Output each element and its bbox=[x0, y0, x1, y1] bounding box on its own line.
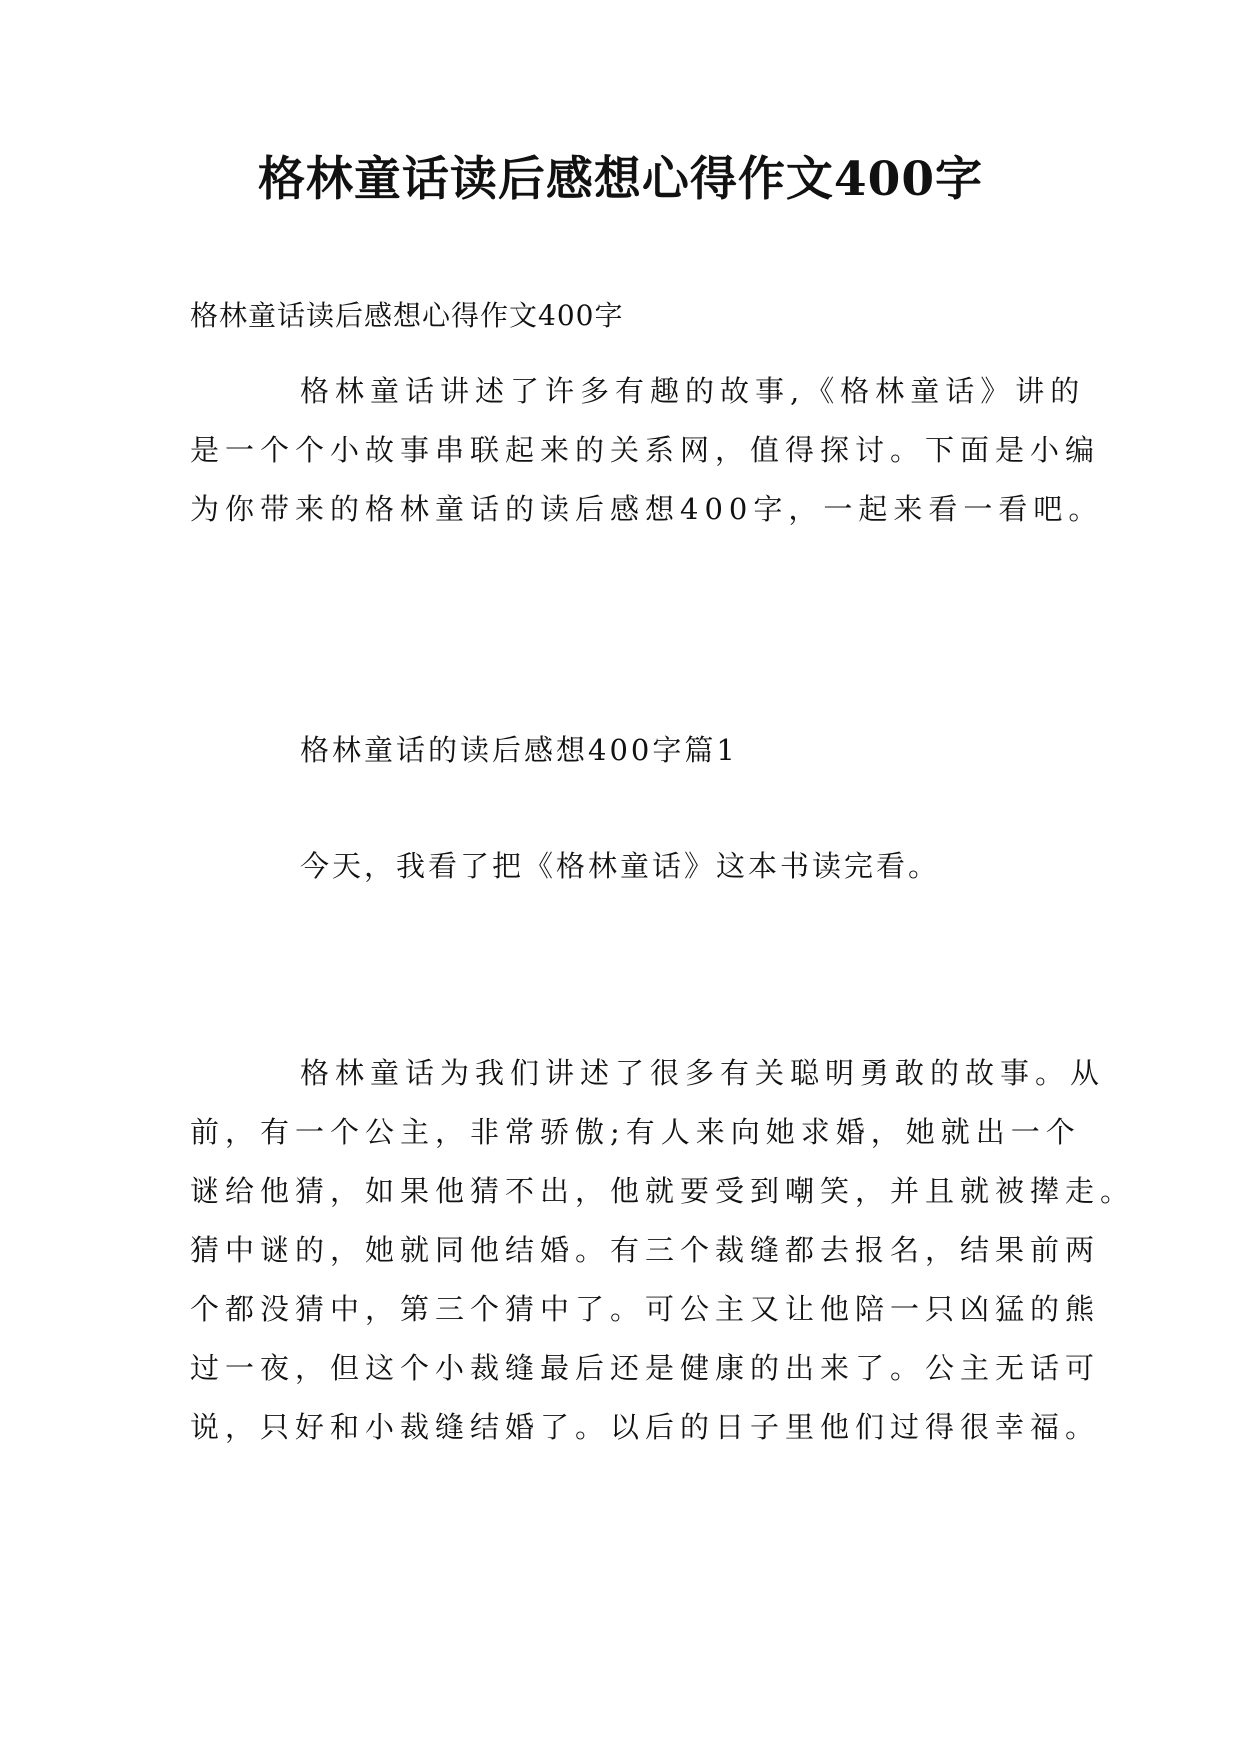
document-subtitle: 格林童话读后感想心得作文400字 bbox=[190, 299, 624, 332]
body-line: 个都没猜中，第三个猜中了。可公主又让他陪一只凶猛的熊 bbox=[190, 1292, 1101, 1326]
intro-line: 为你带来的格林童话的读后感想400字，一起来看一看吧。 bbox=[190, 492, 1104, 526]
body-line: 谜给他猜，如果他猜不出，他就要受到嘲笑，并且就被撵走。 bbox=[190, 1174, 1136, 1208]
intro-paragraph bbox=[190, 362, 1104, 539]
body-line: 前，有一个公主，非常骄傲;有人来向她求婚，她就出一个 bbox=[190, 1115, 1081, 1149]
document-title: 格林童话读后感想心得作文400字 bbox=[257, 152, 984, 207]
body-line: 猜中谜的，她就同他结婚。有三个裁缝都去报名，结果前两 bbox=[190, 1233, 1101, 1267]
intro-line: 是一个个小故事串联起来的关系网，值得探讨。下面是小编 bbox=[190, 433, 1101, 467]
body-paragraph bbox=[190, 1044, 1136, 1457]
section-heading: 格林童话的读后感想400字篇1 bbox=[300, 733, 738, 767]
body-line: 说，只好和小裁缝结婚了。以后的日子里他们过得很幸福。 bbox=[190, 1410, 1101, 1444]
body-line: 过一夜，但这个小裁缝最后还是健康的出来了。公主无话可 bbox=[190, 1351, 1101, 1385]
opening-sentence: 今天，我看了把《格林童话》这本书读完看。 bbox=[300, 849, 941, 883]
body-line: 格林童话为我们讲述了很多有关聪明勇敢的故事。从 bbox=[300, 1056, 1106, 1090]
intro-line: 格林童话讲述了许多有趣的故事,《格林童话》讲的 bbox=[300, 374, 1086, 408]
